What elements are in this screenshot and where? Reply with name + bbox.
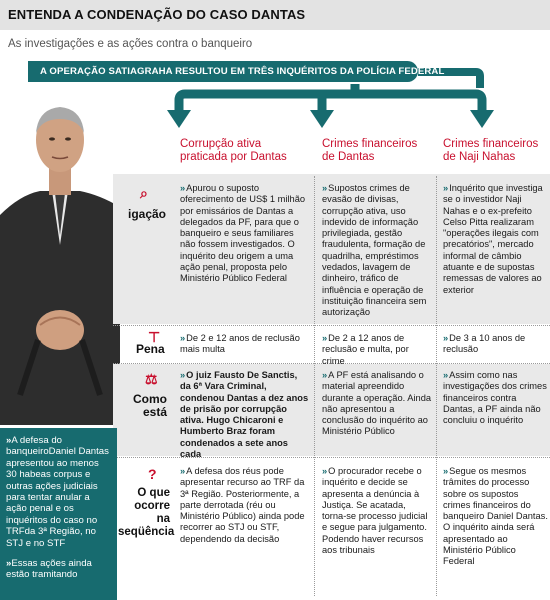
column-title-line: Crimes financeiros [322, 138, 418, 150]
cell-pena-crimes-dantas: » De 2 a 12 anos de reclusão e multa, por crime [322, 333, 409, 366]
cell-investigacao-crimes-nahas: » Inquérito que investiga se o investidor Naji Nahas e o ex-prefeito Celso Pitta realizaram "operações ilegais com precatórios", mercado informal de câmbio atuante e de supostas remessas de valores ao exterior [443, 183, 543, 295]
sidebox-paragraph: »A defesa do banqueiroDaniel Dantas apresentou ao menos 30 habeas corpus e outras ações judiciais para tentar anular a ação penal e os inquéritos do caso no TRFda 3ª Região, no STJ e no STF [6, 435, 109, 549]
row-label-line: está [142, 405, 167, 419]
cell-investigacao-corrupcao: » Apurou o suposto oferecimento de US$ 1 milhão por emissários de Dantas a delegados da PF, para que o banqueiro e seus familiares não fossem investigados. O inquérito deu origem a uma ação penal, proposta pelo Ministério Público Federal [180, 183, 306, 284]
row-label-como-esta [133, 393, 167, 419]
defense-sidebox [0, 428, 117, 600]
cell-o-que-ocorre-crimes-dantas: » O procurador recebe o inquérito e decide se apresenta a denúncia à Justiça. Se acatada, torna-se processo judicial e segue para julgamento. Podendo haver recursos aos tribunais [322, 466, 428, 556]
row-label-line: Como [133, 392, 167, 406]
column-title-line: de Dantas [322, 151, 375, 163]
column-title-corrupcao [180, 138, 287, 164]
column-title-crimes-dantas [322, 138, 417, 164]
column-divider [314, 176, 315, 596]
cell-pena-crimes-nahas: » De 3 a 10 anos de reclusão [443, 333, 526, 355]
column-divider [436, 176, 437, 596]
row-divider [113, 457, 550, 458]
row-label-line: O que [137, 487, 170, 499]
cell-investigacao-crimes-dantas: » Supostos crimes de evasão de divisas, corrupção ativa, uso indevido de informação privilegiada, gestão fraudulenta, formação de quadrilha, empréstimos vedados, lavagem de dinheiro, tráfico de influência e operação de instituição financeira sem autorização [322, 183, 427, 318]
row-label-o-que-ocorre [118, 487, 175, 539]
scales-icon: ⚖ [145, 371, 158, 387]
banker-photo [0, 95, 120, 425]
row-label-pena: Pena [136, 342, 165, 356]
page-title: ENTENDA A CONDENAÇÃO DO CASO DANTAS [8, 7, 306, 22]
subtitle: As investigações e as ações contra o banqueiro [8, 38, 253, 50]
column-title-crimes-nahas [443, 138, 538, 164]
cell-como-esta-crimes-dantas: » A PF está analisando o material apreendido durante a operação. Ainda não apresentou a conclusão do inquérito ao Ministério Público [322, 370, 432, 437]
row-label-line: seqüência [118, 526, 175, 538]
magnifier-document-icon: ⌕ [140, 185, 148, 201]
sidebox-paragraph: »Essas ações ainda estão tramitando [6, 558, 92, 581]
banner-text: A OPERAÇÃO SATIAGRAHA RESULTOU EM TRÊS INQUÉRITOS DA POLÍCIA FEDERAL [40, 66, 445, 77]
cell-como-esta-crimes-nahas: » Assim como nas investigações dos crimes financeiros contra Dantas, a PF ainda não concluiu o inquérito [443, 370, 547, 426]
header-bar [0, 0, 550, 30]
column-title-line: praticada por Dantas [180, 151, 287, 163]
cell-o-que-ocorre-crimes-nahas: » Segue os mesmos trâmites do processo sobre os supostos crimes financeiros do banqueiro Daniel Dantas. O inquérito ainda será apresentado ao Ministério Público Federal [443, 466, 548, 567]
row-label-investigacao: igação [128, 207, 167, 221]
gavel-icon: ⊤ [148, 329, 161, 345]
cell-o-que-ocorre-corrupcao: » A defesa dos réus pode apresentar recurso ao TRF da 3ª Região. Posteriormente, a parte derrotada (réu ou Ministério Público) ainda pode recorrer ao STJ ou STF, dependendo da decisão [180, 466, 305, 544]
row-label-line: ocorre na [134, 500, 170, 525]
cell-pena-corrupcao: » De 2 e 12 anos de reclusão mais multa [180, 333, 300, 355]
row-divider [113, 325, 550, 326]
question-icon: ? [148, 466, 157, 482]
column-title-line: de Naji Nahas [443, 151, 516, 163]
column-title-line: Corrupção ativa [180, 138, 262, 150]
banner [28, 61, 445, 82]
cell-como-esta-corrupcao: » O juiz Fausto De Sanctis, da 6ª Vara Criminal, condenou Dantas a dez anos de prisão por corrupção ativa. Hugo Chicaroni e Humberto Braz foram condenados a sete anos cada [180, 370, 309, 460]
column-title-line: Crimes financeiros [443, 138, 539, 150]
